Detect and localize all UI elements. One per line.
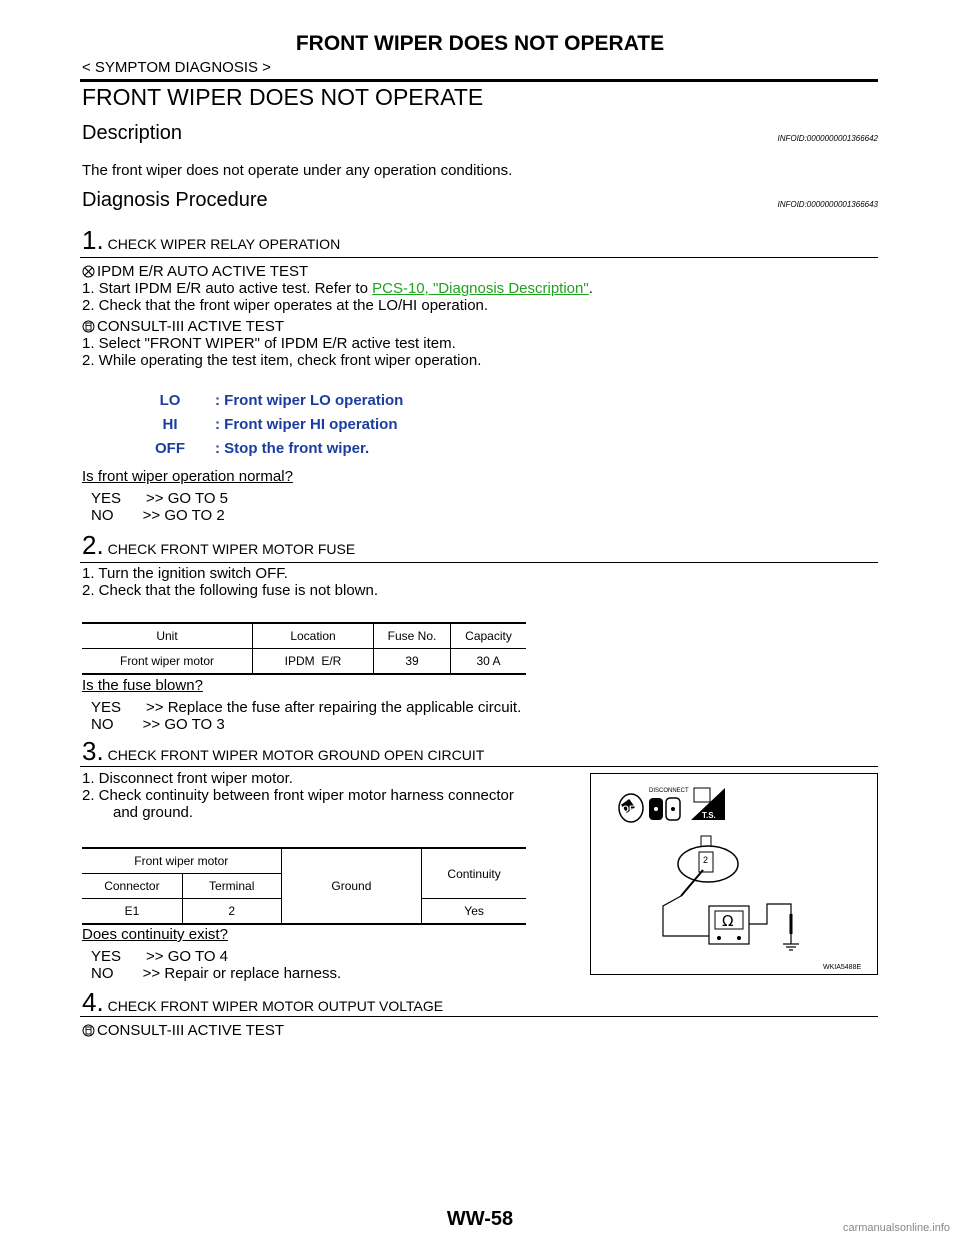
consult-tool-icon: [82, 320, 95, 333]
description-heading: Description: [82, 122, 183, 144]
continuity-ground-header: Ground: [281, 848, 422, 924]
disconnect-icon: [649, 798, 680, 820]
fuse-header-capacity: Capacity: [465, 629, 512, 643]
step-3-yes: YES >> GO TO 4: [91, 948, 229, 965]
step-2-question: Is the fuse blown?: [82, 677, 203, 694]
spec-lo-key: LO: [159, 392, 181, 409]
continuity-table: [82, 847, 526, 925]
figure-code: WKIA5488E: [823, 964, 862, 971]
step-3-title: [82, 736, 484, 767]
ohm-symbol: Ω: [722, 912, 734, 930]
step-4-title: [82, 987, 443, 1018]
page-header-title: FRONT WIPER DOES NOT OPERATE: [295, 32, 665, 55]
spec-lo-value: : Front wiper LO operation: [215, 392, 404, 409]
ipdm-test-title: [82, 263, 308, 280]
step-1-rule: [80, 257, 878, 258]
terminal-header: Terminal: [182, 874, 281, 899]
step-1-yes: YES >> GO TO 5: [91, 490, 229, 507]
step-3-line-2: 2. Check continuity between front wiper motor harness connector: [82, 787, 514, 804]
fuse-header-unit: Unit: [82, 623, 253, 649]
spec-off-key: OFF: [155, 440, 185, 457]
consult-step-1: 1. Select "FRONT WIPER" of IPDM E/R active test item.: [82, 335, 456, 352]
fuse-cell-capacity: 30 A: [476, 654, 501, 668]
step-2-yes: YES >> Replace the fuse after repairing the applicable circuit.: [91, 699, 522, 716]
consult-test-label: CONSULT-III ACTIVE TEST: [97, 318, 284, 335]
page-number: WW-58: [446, 1208, 514, 1230]
ipdm-step-1-end: .: [588, 280, 593, 297]
consult-tool-icon: [82, 1024, 95, 1037]
step-1-no: NO >> GO TO 2: [91, 507, 225, 524]
continuity-cell: Yes: [464, 904, 484, 918]
no-tool-icon: [82, 265, 95, 278]
description-text: The front wiper does not operate under any operation conditions.: [82, 162, 513, 179]
fuse-table: [82, 622, 526, 675]
watermark: carmanualsonline.info: [842, 1222, 950, 1234]
ipdm-step-1-text: 1. Start IPDM E/R auto active test. Refer to: [82, 280, 373, 297]
page-title: FRONT WIPER DOES NOT OPERATE: [82, 84, 484, 110]
step-3-number: 3.: [82, 736, 104, 766]
fuse-cell-fuse-no: 39: [374, 649, 451, 675]
diagnosis-infoid: INFOID:0000000001366643: [777, 200, 878, 209]
fuse-header-fuse-no: Fuse No.: [374, 623, 451, 649]
spec-off-value: : Stop the front wiper.: [215, 440, 370, 457]
fuse-header-location: Location: [253, 623, 374, 649]
step-1-title: [82, 225, 340, 256]
connector-header: Connector: [82, 874, 182, 899]
ipdm-test-label: IPDM E/R AUTO ACTIVE TEST: [97, 263, 309, 280]
breadcrumb: < SYMPTOM DIAGNOSIS >: [82, 59, 271, 76]
off-label: OFF: [622, 804, 640, 814]
ipdm-step-2: 2. Check that the front wiper operates at the LO/HI operation.: [82, 297, 489, 314]
continuity-figure: [590, 773, 878, 975]
diagnosis-heading: Diagnosis Procedure: [82, 189, 268, 211]
description-infoid: INFOID:0000000001366642: [777, 134, 878, 143]
continuity-diagram: [591, 774, 877, 974]
consult-test-title: [82, 318, 284, 335]
step-2-label: CHECK FRONT WIPER MOTOR FUSE: [107, 541, 356, 557]
step-3-no: NO >> Repair or replace harness.: [91, 965, 342, 982]
step-2-line-1: 1. Turn the ignition switch OFF.: [82, 565, 288, 582]
step-1-question: Is front wiper operation normal?: [82, 468, 293, 485]
step-2-number: 2.: [82, 530, 104, 560]
continuity-group-header: Front wiper motor: [82, 848, 281, 874]
spec-hi-key: HI: [162, 416, 178, 433]
step-1-number: 1.: [82, 225, 104, 255]
terminal-cell: 2: [182, 899, 281, 925]
step-4-label: CHECK FRONT WIPER MOTOR OUTPUT VOLTAGE: [107, 998, 444, 1014]
fuse-cell-unit: Front wiper motor: [82, 649, 253, 675]
step-4-consult-title: [82, 1022, 284, 1039]
step-1-label: CHECK WIPER RELAY OPERATION: [107, 236, 341, 252]
step-3-label: CHECK FRONT WIPER MOTOR GROUND OPEN CIRCUIT: [107, 747, 485, 763]
step-3-rule: [80, 766, 878, 767]
ipdm-step-1: [82, 280, 593, 297]
continuity-header: Continuity: [422, 848, 526, 899]
step-4-number: 4.: [82, 987, 104, 1017]
step-2-rule: [80, 562, 878, 563]
step-4-consult-label: CONSULT-III ACTIVE TEST: [97, 1022, 284, 1039]
terminal-2-label: 2: [703, 855, 709, 865]
step-2-title: [82, 530, 355, 561]
consult-step-2: 2. While operating the test item, check front wiper operation.: [82, 352, 482, 369]
fuse-cell-location: IPDM E/R: [253, 649, 374, 675]
step-2-no: NO >> GO TO 3: [91, 716, 225, 733]
step-3-question: Does continuity exist?: [82, 926, 228, 943]
step-2-line-2: 2. Check that the following fuse is not blown.: [82, 582, 379, 599]
header-rule: [80, 79, 878, 82]
disconnect-label: DISCONNECT: [649, 788, 689, 794]
ts-label: T.S.: [702, 811, 716, 820]
spec-hi-value: : Front wiper HI operation: [215, 416, 398, 433]
connector-cell: E1: [82, 899, 182, 925]
step-3-line-2b: and ground.: [113, 804, 194, 821]
step-4-rule: [80, 1016, 878, 1017]
pcs-10-link[interactable]: PCS-10, "Diagnosis Description": [372, 280, 589, 297]
step-3-line-1: 1. Disconnect front wiper motor.: [82, 770, 293, 787]
ground-symbol: [783, 944, 799, 950]
